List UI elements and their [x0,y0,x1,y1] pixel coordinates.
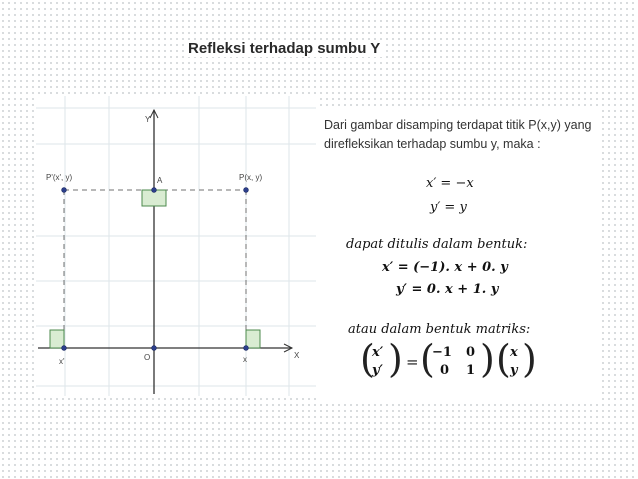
equation-y-prime: y′ = y [430,200,467,215]
lhs-right-paren: ) [388,337,403,381]
m-21: 0 [440,363,450,378]
grid-lines [36,96,316,396]
description-text: Dari gambar disamping terdapat titik P(x,y) yang direfleksikan terhadap sumbu y, maka : [324,118,592,151]
equation-x-prime-expanded: x′ = (−1). x + 0. y [382,260,508,275]
m-left-paren: ( [420,337,435,381]
reflection-graph [36,96,316,396]
rhs-y: y [510,363,518,378]
explanation-panel [318,110,598,400]
lhs-x-prime: x′ [372,345,384,360]
rhs-left-paren: ( [496,337,511,381]
m-11: −1 [432,345,452,360]
equation-x-prime: x′ = −x [426,176,474,191]
x-axis-label: X [294,351,300,360]
point-a [152,188,157,193]
dashed-guides [64,190,246,348]
matrix-equation [360,337,600,383]
slide-title: Refleksi terhadap sumbu Y [188,40,381,57]
right-angle-markers [50,190,260,348]
matrix-equals-sign: = [406,353,419,371]
origin-label: O [144,353,151,362]
point-p-prime [62,188,67,193]
heading-bentuk-matriks: atau dalam bentuk matriks: [348,322,531,337]
rhs-x: x [510,345,518,360]
point-x-prime [62,346,67,351]
y-axis-label: Y [145,115,151,124]
point-x [244,346,249,351]
graph-svg [36,96,316,396]
p-prime-label: P'(x', y) [46,173,73,182]
point-p [244,188,249,193]
point-a-label: A [157,176,163,185]
p-label: P(x, y) [239,173,263,182]
heading-dapat-ditulis: dapat ditulis dalam bentuk: [346,237,528,252]
point-origin [152,346,157,351]
m-right-paren: ) [480,337,495,381]
rhs-right-paren: ) [522,337,537,381]
x-tick-label: x [243,355,247,364]
lhs-y-prime: y′ [372,363,383,378]
equation-y-prime-expanded: y′ = 0. x + 1. y [396,282,499,297]
m-12: 0 [466,345,476,360]
m-22: 1 [466,363,476,378]
lhs-left-paren: ( [360,337,375,381]
x-prime-tick-label: x' [59,357,65,366]
